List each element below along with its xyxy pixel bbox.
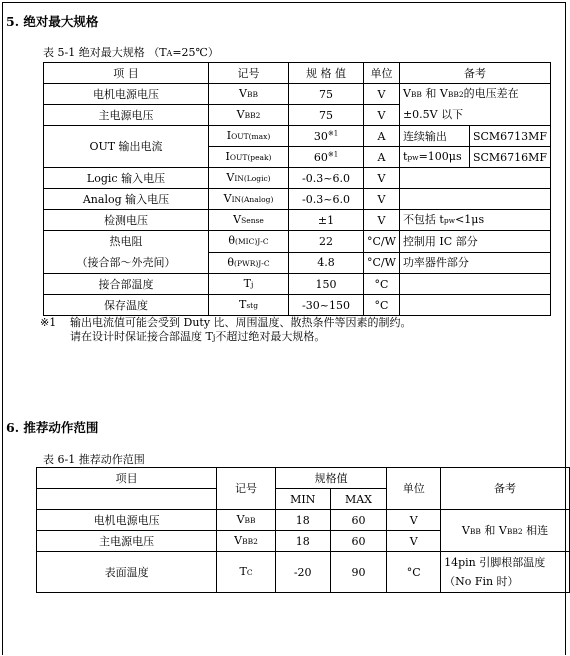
section-5-title: 5. 绝对最大规格 [6, 14, 99, 29]
table-row [44, 84, 551, 105]
row-remark: VBB 和 VBB2的电压差在 ±0.5V 以下 [399, 84, 550, 126]
row-unit: V [364, 210, 400, 231]
table-row [44, 168, 551, 189]
row-model: SCM6716MF [469, 147, 550, 168]
row-item: Analog 输入电压 [44, 189, 209, 210]
row-remark [399, 295, 550, 316]
header-item-blank [37, 489, 217, 510]
row-item: OUT 输出电流 [44, 126, 209, 168]
row-symbol: VSense [209, 210, 289, 231]
table-row [44, 210, 551, 231]
row-symbol: VBB [209, 84, 289, 105]
row-unit: V [387, 531, 441, 552]
row-symbol: θ(MIC)J-C [209, 231, 289, 253]
recommended-table [36, 467, 570, 593]
row-value: 75 [289, 84, 364, 105]
header-remark: 备考 [441, 468, 570, 510]
row-value: 22 [289, 231, 364, 253]
row-remark: 连续输出 [399, 126, 469, 147]
row-value: 60$^{※1}$ [289, 147, 364, 168]
row-symbol: VBB2 [209, 105, 289, 126]
row-max: 90 [330, 552, 387, 593]
row-item: 表面温度 [37, 552, 217, 593]
row-item: 主电源电压 [37, 531, 217, 552]
row-value: -0.3~6.0 [289, 189, 364, 210]
table-row [44, 126, 551, 147]
row-unit: A [364, 147, 400, 168]
row-remark: tpw=100μs [399, 147, 469, 168]
table-6-1-caption: 表 6-1 推荐动作范围 [43, 453, 145, 466]
section-6-title: 6. 推荐动作范围 [6, 420, 99, 435]
row-symbol: VBB2 [217, 531, 276, 552]
row-symbol: IOUT(max) [209, 126, 289, 147]
row-unit: V [364, 168, 400, 189]
row-symbol: VIN(Logic) [209, 168, 289, 189]
header-min: MIN [275, 489, 330, 510]
row-item: 电机电源电压 [37, 510, 217, 531]
table-note [40, 316, 412, 345]
row-item: 接合部温度 [44, 274, 209, 295]
row-value: -0.3~6.0 [289, 168, 364, 189]
note-line-2: 请在设计时保证接合部温度 Tj不超过绝对最大规格。 [70, 330, 326, 343]
row-symbol: IOUT(peak) [209, 147, 289, 168]
row-unit: A [364, 126, 400, 147]
abs-max-table [43, 62, 551, 316]
row-value: 4.8 [289, 252, 364, 274]
row-remark: 不包括 tpw<1μs [399, 210, 550, 231]
note-line-1: 输出电流值可能会受到 Duty 比、周围温度、散热条件等因素的制约。 [70, 316, 412, 329]
header-unit: 单位 [387, 468, 441, 510]
header-max: MAX [330, 489, 387, 510]
row-item: 主电源电压 [44, 105, 209, 126]
table-row [44, 295, 551, 316]
row-remark [399, 274, 550, 295]
row-item: Logic 输入电压 [44, 168, 209, 189]
header-symbol: 记号 [209, 63, 289, 84]
row-model: SCM6713MF [469, 126, 550, 147]
row-remark [399, 168, 550, 189]
row-max: 60 [330, 531, 387, 552]
table-row [37, 552, 570, 593]
row-value: 75 [289, 105, 364, 126]
row-unit: °C [364, 295, 400, 316]
row-remark: 控制用 IC 部分 [399, 231, 550, 253]
row-min: -20 [275, 552, 330, 593]
table-header-row [44, 63, 551, 84]
header-item: 项 目 [44, 63, 209, 84]
row-remark: 功率器件部分 [399, 252, 550, 274]
row-symbol: Tj [209, 274, 289, 295]
row-symbol: VBB [217, 510, 276, 531]
row-value: ±1 [289, 210, 364, 231]
row-unit: V [387, 510, 441, 531]
row-item: 电机电源电压 [44, 84, 209, 105]
table-row [44, 274, 551, 295]
header-symbol: 记号 [217, 468, 276, 510]
row-symbol: Tstg [209, 295, 289, 316]
row-remark: VBB 和 VBB2 相连 [441, 510, 570, 552]
row-unit: V [364, 84, 400, 105]
header-item: 项目 [37, 468, 217, 489]
row-min: 18 [275, 531, 330, 552]
row-value: -30~150 [289, 295, 364, 316]
table-row [37, 510, 570, 531]
header-value: 规 格 值 [289, 63, 364, 84]
row-symbol: TC [217, 552, 276, 593]
row-item: 保存温度 [44, 295, 209, 316]
header-spec: 规格值 [275, 468, 387, 489]
row-symbol: VIN(Analog) [209, 189, 289, 210]
row-symbol: θ(PWR)J-C [209, 252, 289, 274]
row-unit: °C [387, 552, 441, 593]
table-row [44, 189, 551, 210]
row-unit: °C/W [364, 252, 400, 274]
row-max: 60 [330, 510, 387, 531]
header-unit: 单位 [364, 63, 400, 84]
row-remark [399, 189, 550, 210]
table-row [44, 231, 551, 253]
row-min: 18 [275, 510, 330, 531]
row-unit: °C [364, 274, 400, 295]
row-unit: V [364, 189, 400, 210]
row-remark: 14pin 引脚根部温度 （No Fin 时） [441, 552, 570, 593]
row-item: 热电阻 （接合部～外壳间） [44, 231, 209, 274]
row-unit: V [364, 105, 400, 126]
row-unit: °C/W [364, 231, 400, 253]
note-mark: ※1 [40, 316, 57, 329]
row-item: 检测电压 [44, 210, 209, 231]
header-remark: 备考 [399, 63, 550, 84]
row-value: 150 [289, 274, 364, 295]
table-5-1-caption: 表 5-1 绝对最大规格 （TA=25℃） [43, 46, 219, 59]
table-header-row [37, 468, 570, 489]
row-value: 30$^{※1}$ [289, 126, 364, 147]
